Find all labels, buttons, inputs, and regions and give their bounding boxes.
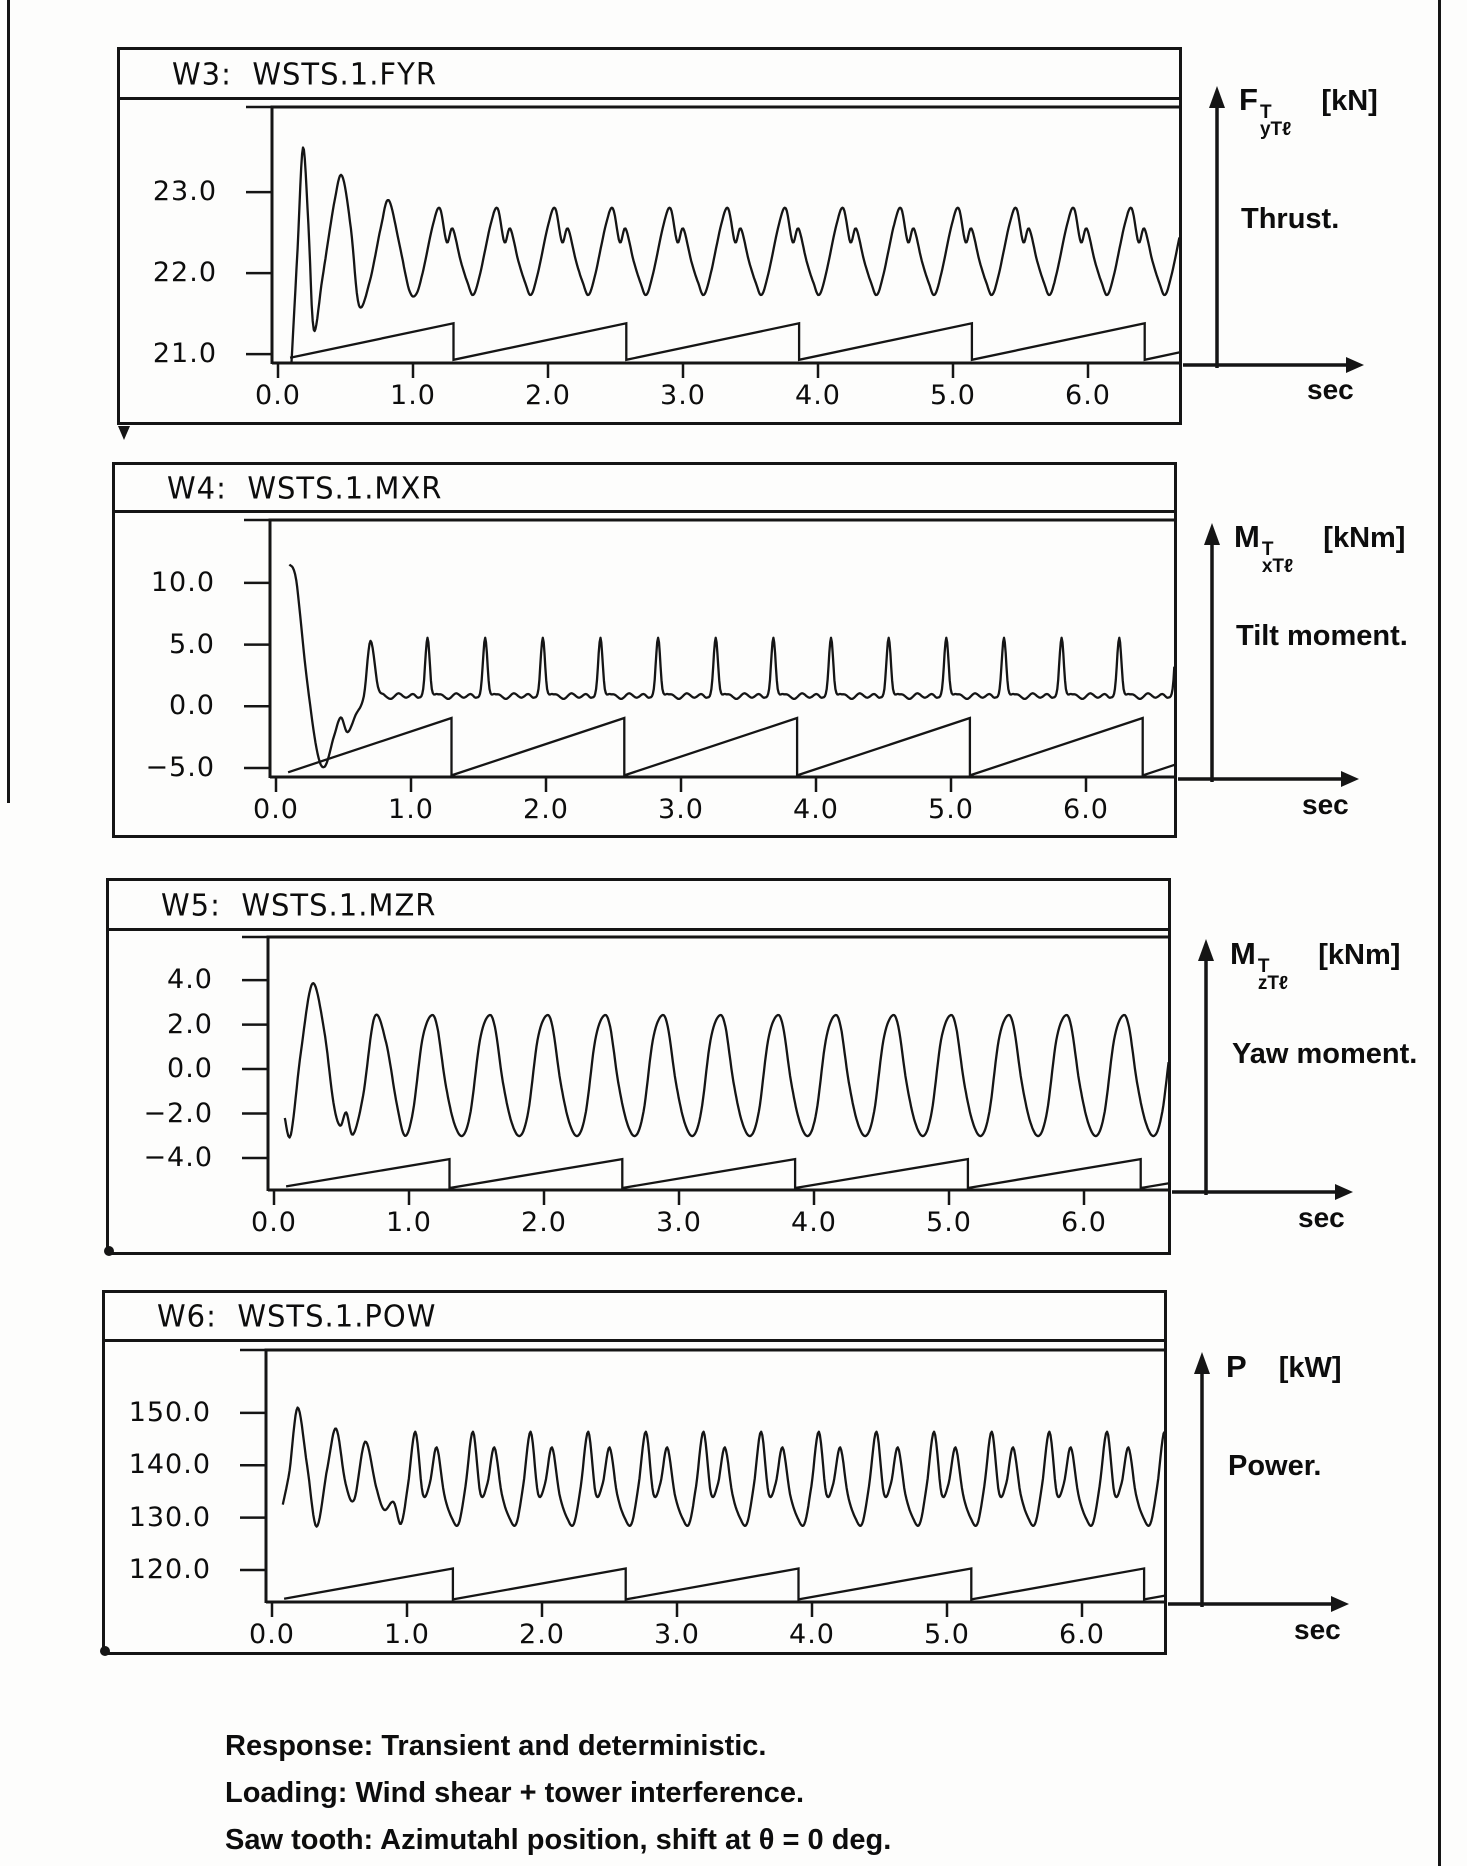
x-tick-label: 6.0	[1059, 1619, 1105, 1650]
y-axis-unit-label-power	[1226, 1349, 1342, 1385]
y-tick-label: 10.0	[150, 566, 215, 598]
unit-text: [kNm]	[1323, 522, 1406, 554]
value-axis-arrow-W5	[1198, 939, 1214, 961]
x-tick-label: 2.0	[521, 1207, 567, 1238]
y-tick-label: 0.0	[169, 690, 215, 722]
x-tick-label: 4.0	[795, 380, 841, 411]
x-axis-unit-label: sec	[1307, 374, 1354, 405]
y-tick-label: 5.0	[169, 628, 215, 660]
y-tick-label: 130.0	[128, 1501, 211, 1533]
x-tick-label: 1.0	[390, 380, 436, 411]
symbol-base: F	[1239, 82, 1258, 117]
time-axis-arrow-W5	[1335, 1184, 1353, 1200]
plot-header-w5	[109, 881, 1168, 931]
figure-caption	[225, 1730, 891, 1871]
x-tick-label: 6.0	[1065, 380, 1111, 411]
y-tick-label: −5.0	[145, 751, 215, 783]
y-tick-label: 23.0	[152, 176, 217, 208]
y-tick-label: 22.0	[152, 257, 217, 289]
x-tick-label: 1.0	[386, 1207, 432, 1238]
x-tick-label: 4.0	[789, 1619, 835, 1650]
x-tick-label: 2.0	[523, 794, 569, 825]
plot-header-w4	[115, 465, 1174, 513]
plot-panel-w6	[102, 1290, 1167, 1655]
plot-header-w6	[105, 1293, 1164, 1342]
symbol-sup: T	[1261, 539, 1274, 560]
x-tick-label: 5.0	[924, 1619, 970, 1650]
page-border-right	[1438, 0, 1441, 1866]
time-axis-arrow-W3	[1346, 357, 1364, 373]
y-tick-label: 140.0	[128, 1449, 211, 1481]
x-axis-unit-label: sec	[1302, 789, 1349, 820]
y-tick-label: 21.0	[152, 338, 217, 370]
symbol-supsub	[1258, 958, 1288, 992]
x-tick-label: 2.0	[519, 1619, 565, 1650]
symbol-base: P	[1226, 1349, 1247, 1384]
x-tick-label: 3.0	[658, 794, 704, 825]
caption-line-response: Response: Transient and deterministic.	[225, 1730, 767, 1762]
plot-panel-w5	[106, 878, 1171, 1255]
y-tick-label: −4.0	[143, 1141, 213, 1173]
x-tick-label: 5.0	[928, 794, 974, 825]
x-tick-label: 5.0	[926, 1207, 972, 1238]
symbol-base: M	[1230, 936, 1256, 971]
value-axis-arrow-W4	[1204, 523, 1220, 545]
value-axis-arrow-W6	[1194, 1352, 1210, 1374]
x-tick-label: 2.0	[525, 380, 571, 411]
y-axis-unit-label-tilt	[1234, 519, 1405, 575]
quantity-label-yaw: Yaw moment.	[1232, 1038, 1418, 1070]
x-tick-label: 4.0	[793, 794, 839, 825]
x-tick-label: 4.0	[791, 1207, 837, 1238]
plot-panel-w4	[112, 462, 1177, 838]
plot-title-w3: W3: WSTS.1.FYR	[172, 55, 437, 92]
x-tick-label: 3.0	[660, 380, 706, 411]
plot-title-w4: W4: WSTS.1.MXR	[167, 469, 443, 506]
x-axis-unit-label: sec	[1294, 1614, 1341, 1645]
quantity-label-tilt: Tilt moment.	[1236, 620, 1408, 652]
x-tick-label: 6.0	[1063, 794, 1109, 825]
scan-artifact-arrow	[118, 426, 130, 440]
x-axis-unit-label: sec	[1298, 1202, 1345, 1233]
y-tick-label: 120.0	[128, 1554, 211, 1586]
symbol-supsub	[1262, 541, 1293, 575]
symbol-sub: yTℓ	[1259, 119, 1292, 140]
symbol-base: M	[1234, 519, 1260, 554]
x-tick-label: 5.0	[930, 380, 976, 411]
symbol-sub: zTℓ	[1257, 973, 1289, 994]
y-axis-unit-label-thrust	[1239, 82, 1378, 138]
caption-line-sawtooth: Saw tooth: Azimutahl position, shift at θ = 0 deg.	[225, 1824, 892, 1856]
x-tick-label: 0.0	[249, 1619, 295, 1650]
x-tick-label: 0.0	[253, 794, 299, 825]
plot-panel-w3	[117, 47, 1182, 425]
x-tick-label: 1.0	[388, 794, 434, 825]
value-axis-arrow-W3	[1209, 86, 1225, 108]
y-tick-label: 4.0	[167, 964, 213, 996]
y-tick-label: −2.0	[143, 1097, 213, 1129]
plot-header-w3	[120, 50, 1179, 100]
time-axis-arrow-W6	[1331, 1596, 1349, 1612]
plot-title-w5: W5: WSTS.1.MZR	[161, 886, 437, 923]
unit-text: [kNm]	[1318, 939, 1401, 971]
symbol-supsub	[1260, 104, 1291, 138]
y-tick-label: 2.0	[167, 1008, 213, 1040]
y-axis-unit-label-yaw	[1230, 936, 1400, 992]
x-tick-label: 0.0	[251, 1207, 297, 1238]
y-tick-label: 0.0	[167, 1053, 213, 1085]
x-tick-label: 3.0	[654, 1619, 700, 1650]
x-tick-label: 6.0	[1061, 1207, 1107, 1238]
unit-text: [kN]	[1321, 85, 1378, 117]
quantity-label-thrust: Thrust.	[1241, 203, 1340, 235]
quantity-label-power: Power.	[1228, 1450, 1322, 1482]
symbol-sub: xTℓ	[1261, 556, 1294, 577]
unit-text: [kW]	[1278, 1352, 1342, 1384]
x-tick-label: 3.0	[656, 1207, 702, 1238]
symbol-sup: T	[1257, 956, 1270, 977]
symbol-sup: T	[1259, 102, 1272, 123]
plot-title-w6: W6: WSTS.1.POW	[157, 1298, 437, 1334]
time-axis-arrow-W4	[1341, 771, 1359, 787]
caption-line-loading: Loading: Wind shear + tower interference.	[225, 1777, 805, 1809]
y-tick-label: 150.0	[128, 1396, 211, 1428]
x-tick-label: 0.0	[255, 380, 301, 411]
page-border-left	[7, 0, 10, 803]
x-tick-label: 1.0	[384, 1619, 430, 1650]
